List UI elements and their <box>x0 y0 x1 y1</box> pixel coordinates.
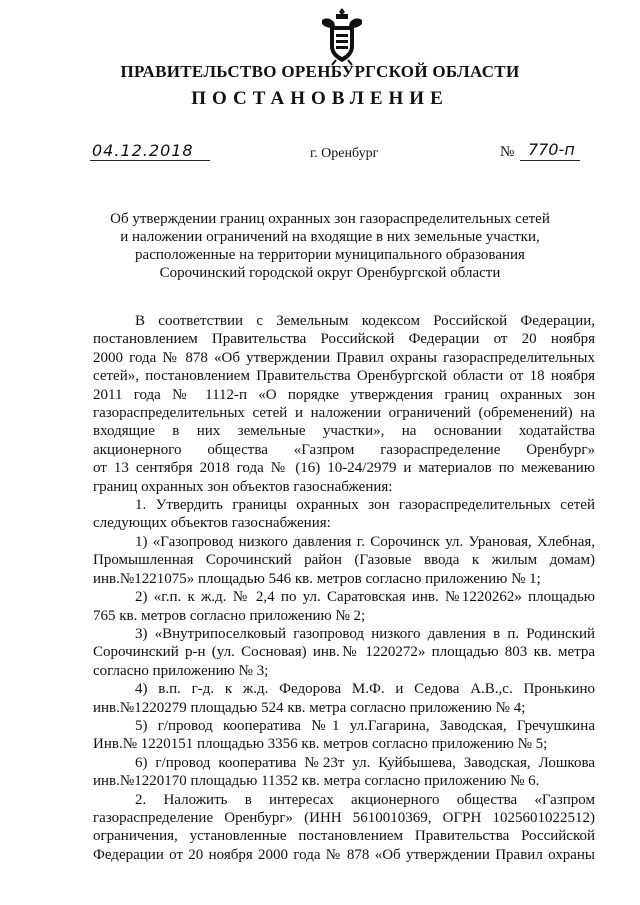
document-number: 770-п <box>528 140 575 159</box>
body-line: входящие в них земельные участки», на основании ходатайства <box>93 423 595 440</box>
document-type: ПОСТАНОВЛЕНИЕ <box>191 88 449 109</box>
document-city: г. Оренбург <box>310 146 379 161</box>
body-line: 4) в.п. г-д. к ж.д. Федорова М.Ф. и Седова А.В.,с. Пронькино <box>135 681 595 698</box>
body-line: 1. Утвердить границы охранных зон газораспределительных сетей <box>135 497 595 514</box>
body-line: Сорочинский р-н (ул. Сосновая) инв.№ 1220272» площадью 803 кв. метра <box>93 644 595 661</box>
body-line: 1) «Газопровод низкого давления г. Сорочинск ул. Урановая, Хлебная, <box>135 533 595 550</box>
body-line: Инв.№ 1220151 площадью 3356 кв. метров согласно приложению № 5; <box>93 736 548 753</box>
document-body <box>93 312 595 864</box>
body-line: 2011 года № 1112-п «О порядке утверждения границ охранных зон <box>93 386 595 403</box>
body-line: 2000 года № 878 «Об утверждении Правил охраны газораспределительных <box>93 349 595 366</box>
date-underline <box>90 160 210 161</box>
title-line: расположенные на территории муниципального образования <box>135 247 525 263</box>
number-sign: № <box>500 144 515 160</box>
body-line: инв.№1220279 площадью 524 кв. метра согласно приложению № 4; <box>93 699 526 716</box>
organization-name: ПРАВИТЕЛЬСТВО ОРЕНБУРГСКОЙ ОБЛАСТИ <box>120 62 520 81</box>
body-line: 5) г/провод кооператива №1 ул.Гагарина, Заводская, Гречушкина <box>135 717 595 734</box>
body-line: 3) «Внутрипоселковый газопровод низкого давления в п. Родинский <box>135 625 595 642</box>
coat-of-arms-icon <box>318 6 366 66</box>
body-line: границ охранных зон объектов газоснабжения: <box>93 478 393 495</box>
body-line: Промышленная Сорочинский район (Газовые ввода к жилым домам) <box>93 552 595 569</box>
body-line: следующих объектов газоснабжения: <box>93 515 331 532</box>
body-line: В соответствии с Земельным кодексом Российской Федерации, <box>135 313 595 329</box>
body-line: ограничения, установленные постановлением Правительства Российской <box>93 828 595 845</box>
number-underline <box>520 160 580 161</box>
body-line: 2. Наложить в интересах акционерного общества «Газпром <box>135 791 595 808</box>
body-line: акционерного общества «Газпром газораспределение Оренбург» <box>93 441 595 458</box>
document-date: 04.12.2018 <box>92 141 194 160</box>
body-line: инв.№1221075» площадью 546 кв. метров согласно приложению № 1; <box>93 570 541 587</box>
body-line: Федерации от 20 ноября 2000 года № 878 «Об утверждении Правил охраны <box>93 846 595 863</box>
body-line: 6) г/провод кооператива №23т ул. Куйбышева, Заводская, Лошкова <box>135 754 595 771</box>
body-line: сетей», постановлением Правительства Оренбургской области от 18 ноября <box>93 368 595 385</box>
document-title <box>60 210 600 282</box>
body-line: от 13 сентября 2018 года № (16) 10-24/2979 и материалов по межеванию <box>93 460 595 477</box>
body-line: 765 кв. метров согласно приложению № 2; <box>93 607 366 624</box>
title-line: Сорочинский городской округ Оренбургской области <box>159 265 501 281</box>
body-line: согласно приложению № 3; <box>93 662 269 679</box>
body-line: 2) «г.п. к ж.д. № 2,4 по ул. Саратовская инв. №1220262» площадью <box>135 589 595 606</box>
body-line: инв.№1220170 площадью 11352 кв. метра согласно приложению № 6. <box>93 773 540 790</box>
body-line: газораспределение Оренбург» (ИНН 5610010369, ОГРН 1025601022512) <box>93 809 595 826</box>
title-line: и наложении ограничений на входящие в них земельные участки, <box>120 229 540 245</box>
body-line: постановлением Правительства Российской Федерации от 20 ноября <box>93 331 595 348</box>
title-line: Об утверждении границ охранных зон газораспределительных сетей <box>110 211 550 227</box>
body-line: газораспределительных сетей и наложении ограничений (обременений) на <box>93 405 595 422</box>
